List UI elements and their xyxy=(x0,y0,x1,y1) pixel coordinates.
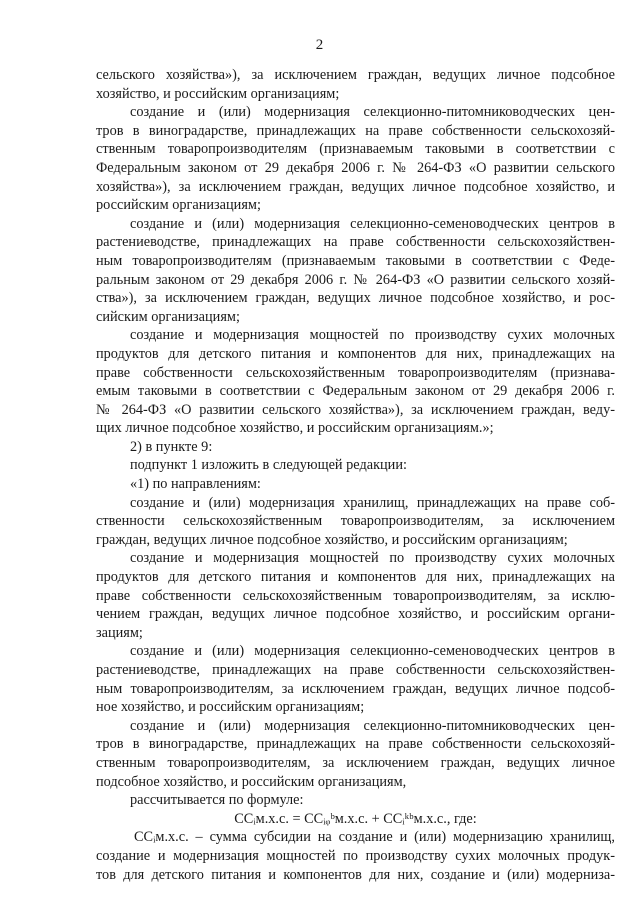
text-line: щих личное подсобное хозяйство, и российским организациям.»; xyxy=(96,420,494,437)
text-line: создание и (или) модернизация селекционно-питомниководческих цен- xyxy=(130,104,615,121)
text-line: тов для детского питания и компонентов для них, создание и (или) модерниза- xyxy=(96,866,615,883)
formula-line: ССᵢм.х.с. = ССᵢᵩᵇм.х.с. + ССᵢᵏᵇм.х.с., где: xyxy=(234,810,477,827)
text-line: ральным законом от 29 декабря 2006 г. № 264-ФЗ «О развитии сельского хозяй- xyxy=(96,271,615,288)
text-line: хозяйство, и российским организациям; xyxy=(96,85,340,102)
text-line: продуктов для детского питания и компонентов для них, принадлежащих на xyxy=(96,345,615,362)
text-line: емым таковыми в соответствии с Федеральным законом от 29 декабря 2006 г. xyxy=(96,383,615,400)
text-line: сельского хозяйства»), за исключением граждан, ведущих личное подсобное xyxy=(96,67,615,83)
document-body xyxy=(96,66,615,884)
text-line: создание и (или) модернизация селекционно-семеноводческих центров в xyxy=(130,643,615,660)
text-line: создание и модернизация мощностей по производству сухих молочных продук- xyxy=(96,847,615,864)
text-line: создание и (или) модернизация селекционно-питомниководческих цен- xyxy=(130,717,615,734)
text-line: создание и модернизация мощностей по производству сухих молочных xyxy=(130,550,615,567)
text-line: ССᵢм.х.с. – сумма субсидии на создание и (или) модернизацию хранилищ, xyxy=(134,829,615,846)
text-line: ства»), за исключением граждан, ведущих личное подсобное хозяйство, и рос- xyxy=(96,290,615,307)
text-line: хозяйства»), за исключением граждан, ведущих личное подсобное хозяйство, и xyxy=(96,178,615,195)
text-line: создание и (или) модернизация хранилищ, принадлежащих на праве соб- xyxy=(130,494,615,511)
text-line: подпункт 1 изложить в следующей редакции: xyxy=(130,457,407,474)
text-line: создание и модернизация мощностей по производству сухих молочных xyxy=(130,327,615,344)
text-line: растениеводстве, принадлежащих на праве собственности сельскохозяйствен- xyxy=(96,234,615,251)
text-line: праве собственности сельскохозяйственным товаропроизводителям, за исклю- xyxy=(96,587,615,604)
text-line: ственности сельскохозяйственным товаропроизводителям, за исключением xyxy=(96,513,615,530)
text-line: ственным товаропроизводителям (признаваемым таковыми в соответствии с xyxy=(96,141,615,158)
text-line: сийским организациям; xyxy=(96,308,240,325)
text-line: тров в виноградарстве, принадлежащих на праве собственности сельскохозяй- xyxy=(96,736,615,753)
text-line: растениеводстве, принадлежащих на праве собственности сельскохозяйствен- xyxy=(96,662,615,678)
text-line: ным товаропроизводителям, за исключением граждан, ведущих личное подсоб- xyxy=(96,680,615,697)
text-line: ственным товаропроизводителям, за исключением граждан, ведущих личное xyxy=(96,754,615,771)
text-line: граждан, ведущих личное подсобное хозяйство, и российским организациям; xyxy=(96,531,568,548)
text-line: № 264-ФЗ «О развитии сельского хозяйства»), за исключением граждан, веду- xyxy=(96,401,615,418)
text-line: 2) в пункте 9: xyxy=(130,438,213,455)
text-line: ное хозяйство, и российским организациям; xyxy=(96,699,365,716)
text-line: тров в виноградарстве, принадлежащих на праве собственности сельскохозяй- xyxy=(96,122,615,139)
text-line: Федеральным законом от 29 декабря 2006 г. № 264-ФЗ «О развитии сельского xyxy=(96,159,615,176)
text-line: чением граждан, ведущих личное подсобное хозяйство, и российским органи- xyxy=(96,606,615,623)
text-line: продуктов для детского питания и компонентов для них, принадлежащих на xyxy=(96,569,615,586)
text-line: праве собственности сельскохозяйственным товаропроизводителям (признава- xyxy=(96,364,615,381)
text-line: создание и (или) модернизация селекционно-семеноводческих центров в xyxy=(130,215,615,232)
text-line: подсобное хозяйство, и российским организациям, xyxy=(96,773,407,790)
text-line: ным товаропроизводителям (признаваемым таковыми в соответствии с Феде- xyxy=(96,252,615,269)
text-line: «1) по направлениям: xyxy=(130,476,261,493)
text-line: российским организациям; xyxy=(96,197,261,214)
page-number: 2 xyxy=(315,37,324,53)
text-line: рассчитывается по формуле: xyxy=(130,792,304,809)
text-line: зациям; xyxy=(96,624,143,641)
